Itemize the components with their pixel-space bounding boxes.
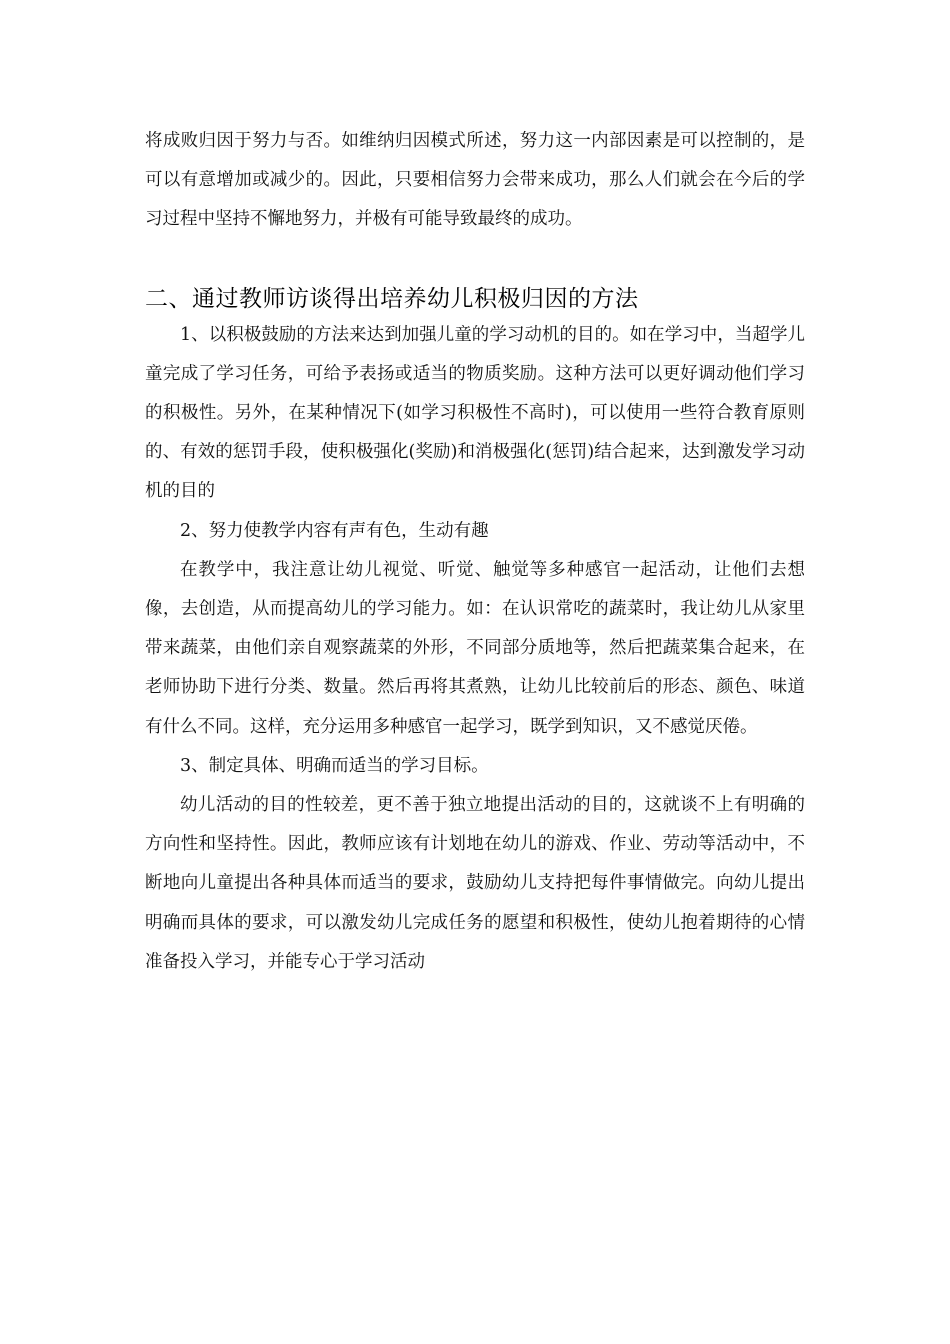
- section-heading: 二、通过教师访谈得出培养幼儿积极归因的方法: [145, 285, 639, 312]
- item-3-title: 3、制定具体、明确而适当的学习目标。: [180, 755, 489, 776]
- item-3-body: 幼儿活动的目的性较差，更不善于独立地提出活动的目的，这就谈不上有明确的方向性和坚持性。因此，教师应该有计划地在幼儿的游戏、作业、劳动等活动中，不断地向儿童提出各种具体而适当的要求，鼓励幼儿支持把每件事情做完。向幼儿提出明确而具体的要求，可以激发幼儿完成任务的愿望和积极性，使幼儿抱着期待的心情准备投入学习，并能专心于学习活动: [145, 795, 805, 972]
- item-2-body: 在教学中，我注意让幼儿视觉、听觉、触觉等多种感官一起活动，让他们去想像，去创造，从而提高幼儿的学习能力。如：在认识常吃的蔬菜时，我让幼儿从家里带来蔬菜，由他们亲自观察蔬菜的外形，不同部分质地等，然后把蔬菜集合起来，在老师协助下进行分类、数量。然后再将其煮熟，让幼儿比较前后的形态、颜色、味道有什么不同。这样，充分运用多种感官一起学习，既学到知识，又不感觉厌倦。: [145, 559, 805, 737]
- document-body: [145, 122, 805, 982]
- item-2-title: 2、努力使教学内容有声有色，生动有趣: [180, 520, 489, 541]
- item-1-paragraph: 1、以积极鼓励的方法来达到加强儿童的学习动机的目的。如在学习中，当超学儿童完成了学习任务，可给予表扬或适当的物质奖励。这种方法可以更好调动他们学习的积极性。另外，在某种情况下(如学习积极性不高时)，可以使用一些符合教育原则的、有效的惩罚手段，使积极强化(奖励)和消极强化(惩罚)结合起来，达到激发学习动机的目的: [145, 324, 805, 502]
- intro-paragraph: 将成败归因于努力与否。如维纳归因模式所述，努力这一内部因素是可以控制的，是可以有意增加或减少的。因此，只要相信努力会带来成功，那么人们就会在今后的学习过程中坚持不懈地努力，并极有可能导致最终的成功。: [145, 131, 805, 230]
